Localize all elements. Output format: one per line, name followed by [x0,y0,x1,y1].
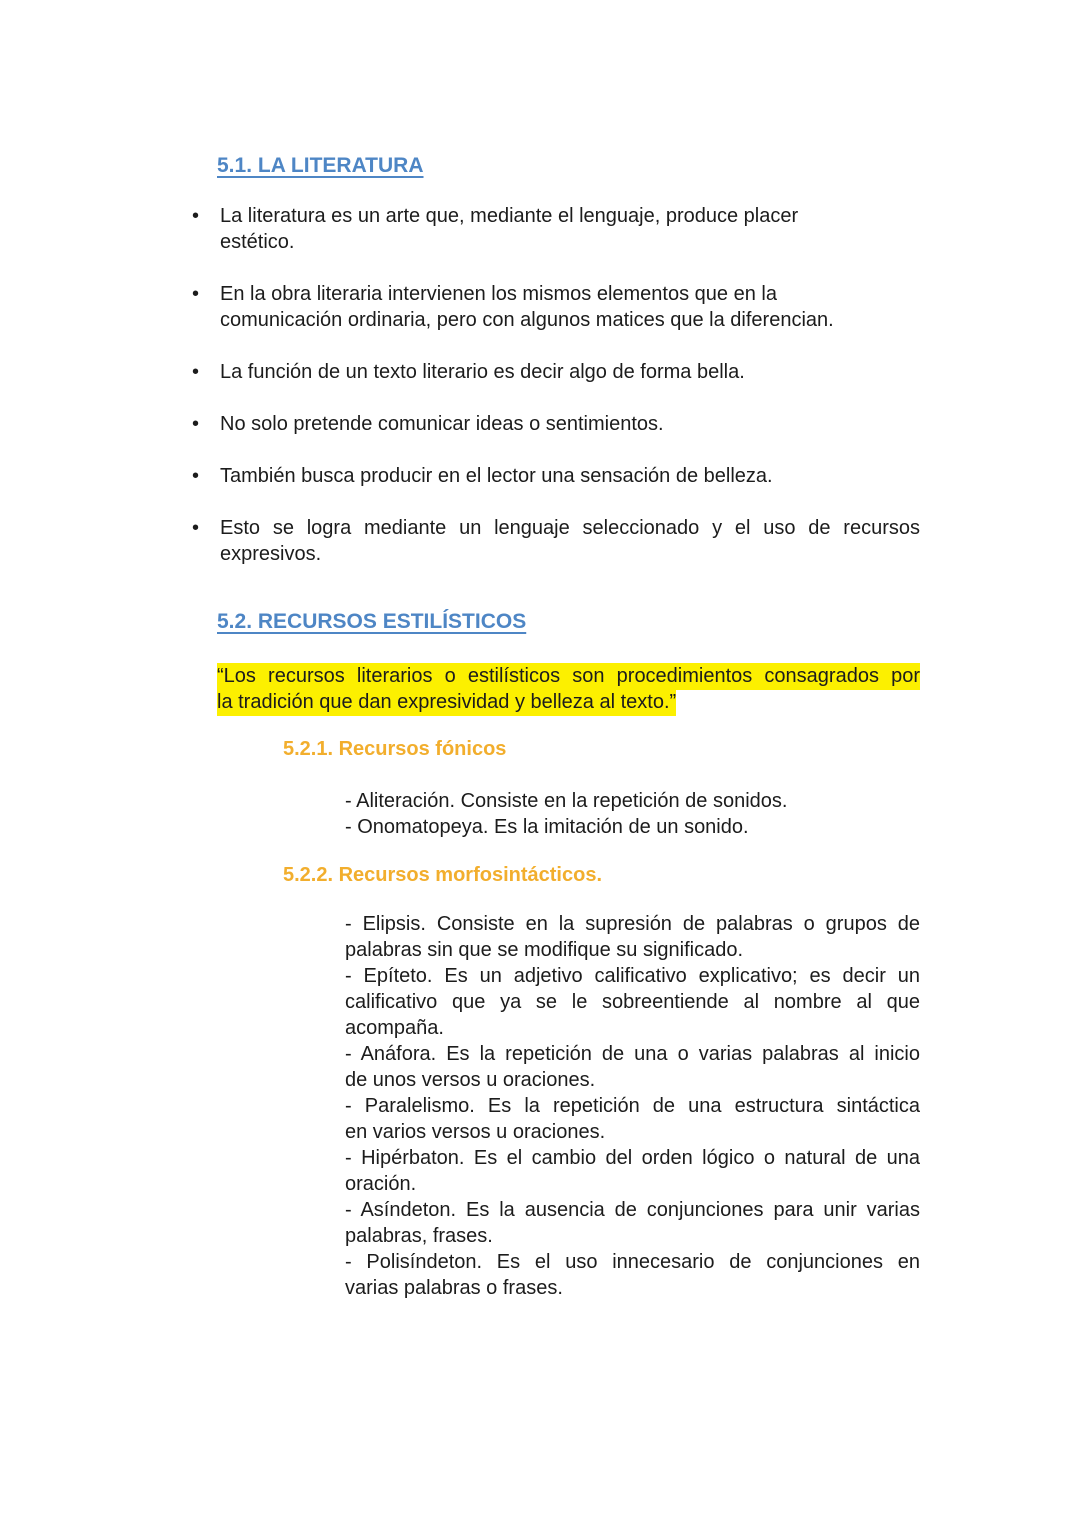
resource-list-morfosintacticos [345,911,920,1301]
bullet-text: No solo pretende comunicar ideas o sentimientos. [220,413,664,435]
bullet-item [192,411,920,437]
bullet-marker: • [192,517,200,539]
resource-item: - Epíteto. Es un adjetivo calificativo explicativo; es decir un calificativo que ya se le sobreentiende al nombre al que acompaña. [345,965,920,1039]
bullet-item [192,203,920,255]
subsection-heading-5-2-1: 5.2.1. Recursos fónicos [283,738,507,760]
bullet-marker: • [192,465,200,487]
bullet-item [192,359,920,385]
resource-item: - Polisíndeton. Es el uso innecesario de conjunciones en varias palabras o frases. [345,1251,920,1299]
resource-list-fonicos [345,788,920,840]
bullet-marker: • [192,205,200,227]
bullet-marker: • [192,413,200,435]
subsection-heading-5-2-2: 5.2.2. Recursos morfosintácticos. [283,864,603,886]
bullet-text: Esto se logra mediante un lenguaje seleccionado y el uso de recursos expresivos. [220,517,920,565]
bullet-text: La función de un texto literario es decir algo de forma bella. [220,361,745,383]
resource-item: - Asíndeton. Es la ausencia de conjunciones para unir varias palabras, frases. [345,1199,920,1247]
highlighted-quote: “Los recursos literarios o estilísticos son procedimientos consagrados por la tradición que dan expresividad y belleza al texto.” [217,663,920,715]
bullet-item [192,515,920,567]
resource-item: - Paralelismo. Es la repetición de una estructura sintáctica en varios versos u oraciones. [345,1095,920,1143]
bullet-marker: • [192,361,200,383]
bullet-marker: • [192,283,200,305]
bullet-list [0,203,1080,567]
section-heading-5-1: 5.1. LA LITERATURA [217,154,424,177]
resource-item: - Hipérbaton. Es el cambio del orden lógico o natural de una oración. [345,1147,920,1195]
bullet-text: También busca producir en el lector una sensación de belleza. [220,465,773,487]
bullet-item [192,281,920,333]
resource-item: - Anáfora. Es la repetición de una o varias palabras al inicio de unos versos u oraciones. [345,1043,920,1091]
bullet-text: La literatura es un arte que, mediante el lenguaje, produce placer estético. [220,205,799,253]
resource-item: - Aliteración. Consiste en la repetición de sonidos. [345,790,788,812]
resource-item: - Elipsis. Consiste en la supresión de palabras o grupos de palabras sin que se modifique su significado. [345,913,920,961]
bullet-text: En la obra literaria intervienen los mismos elementos que en la comunicación ordinaria, pero con algunos matices que la diferencian. [220,283,834,331]
bullet-item [192,463,920,489]
section-heading-5-2: 5.2. RECURSOS ESTILÍSTICOS [217,610,527,633]
resource-item: - Onomatopeya. Es la imitación de un sonido. [345,816,749,838]
